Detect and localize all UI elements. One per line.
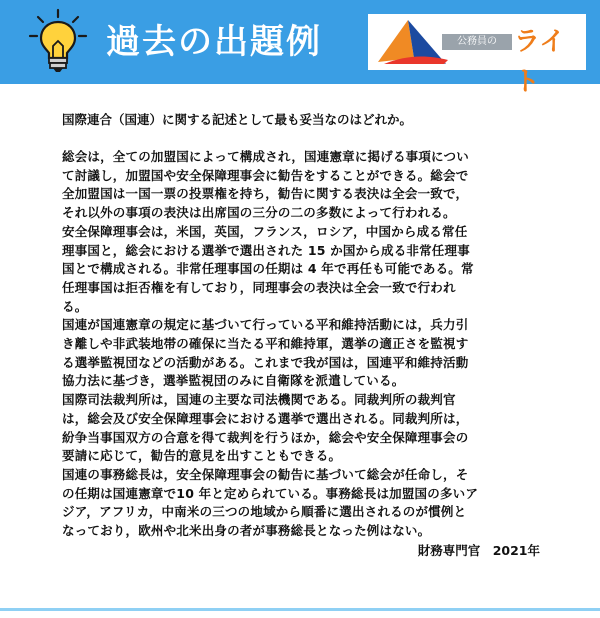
brand-logo [368,14,586,97]
choice-line: 理事国と，総会における選挙で選出された 15 か国から成る非常任理事 [62,242,470,258]
choice-line: それ以外の事項の表決は出席国の三分の二の多数によって行われる。 [62,205,456,221]
choice-line: の任期は国連憲章で10 年と定められている。事務総長は加盟国の多いア [62,485,479,501]
choice-paragraph [62,316,542,391]
question-text: 国際連合（国連）に関する記述として最も妥当なのはどれか。 [62,112,413,127]
choice-line: 国連が国連憲章の規定に基づいて行っている平和維持活動には，兵力引 [62,317,469,333]
choice-line: 協力法に基づき，選挙監視団のみに自衛隊を派遣している。 [62,373,405,389]
logo-tagline: 公務員の [442,34,512,50]
question-body [62,110,542,560]
choice-line: る選挙監視団などの活動がある。これまで我が国は，国連平和維持活動 [62,354,469,370]
choice-line: 総会は，全ての加盟国によって構成され，国連憲章に掲げる事項につい [62,149,469,164]
choice-line: て討議し，加盟国や安全保障理事会に勧告をすることができる。総会で [62,167,469,183]
choice-line: 安全保障理事会は，米国，英国，フランス，ロシア，中国から成る常任 [62,223,468,239]
choice-paragraph [62,148,542,223]
source-citation: 財務専門官 2021年 [417,542,540,558]
choice-paragraph [62,466,542,541]
choice-line: は，総会及び安全保障理事会における選挙で選出される。同裁判所は， [62,410,469,426]
lightbulb-icon [28,8,88,74]
choice-line: 任理事国は拒否権を有しており，同理事会の表決は全会一致で行われ [62,279,456,295]
choice-line: る。 [62,298,88,314]
choice-line: 紛争当事国双方の合意を得て裁判を行うほか，総会や安全保障理事会の [62,429,469,445]
choice-paragraph [62,223,542,317]
choice-line: 国連の事務総長は，安全保障理事会の勧告に基づいて総会が任命し，そ [62,466,469,482]
choice-line: き離しや非武装地帯の確保に当たる平和維持軍，選挙の適正さを監視す [62,336,469,352]
choices-list [62,148,542,541]
choice-line: 国とで構成される。非常任理事国の任期は 4 年で再任も可能である。常 [62,261,474,277]
footer-divider [0,608,600,611]
choice-line: 国際司法裁判所は，国連の主要な司法機関である。同裁判所の裁判官 [62,392,456,408]
choice-line: ジア，アフリカ，中南米の三つの地域から順番に選出されるのが慣例と [62,504,467,520]
choice-paragraph [62,391,542,466]
choice-line: なっており，欧州や北米出身の者が事務総長となった例はない。 [62,523,431,539]
page-title: 過去の出題例 [106,22,322,62]
choice-line: 要請に応じて，勧告的意見を出すこともできる。 [62,448,342,464]
logo-mark-icon [374,18,450,66]
logo-name: ライト [514,27,566,97]
choice-line: 全加盟国は一国一票の投票権を持ち，勧告に関する表決は全会一致で， [62,186,469,202]
header-banner [0,0,600,97]
